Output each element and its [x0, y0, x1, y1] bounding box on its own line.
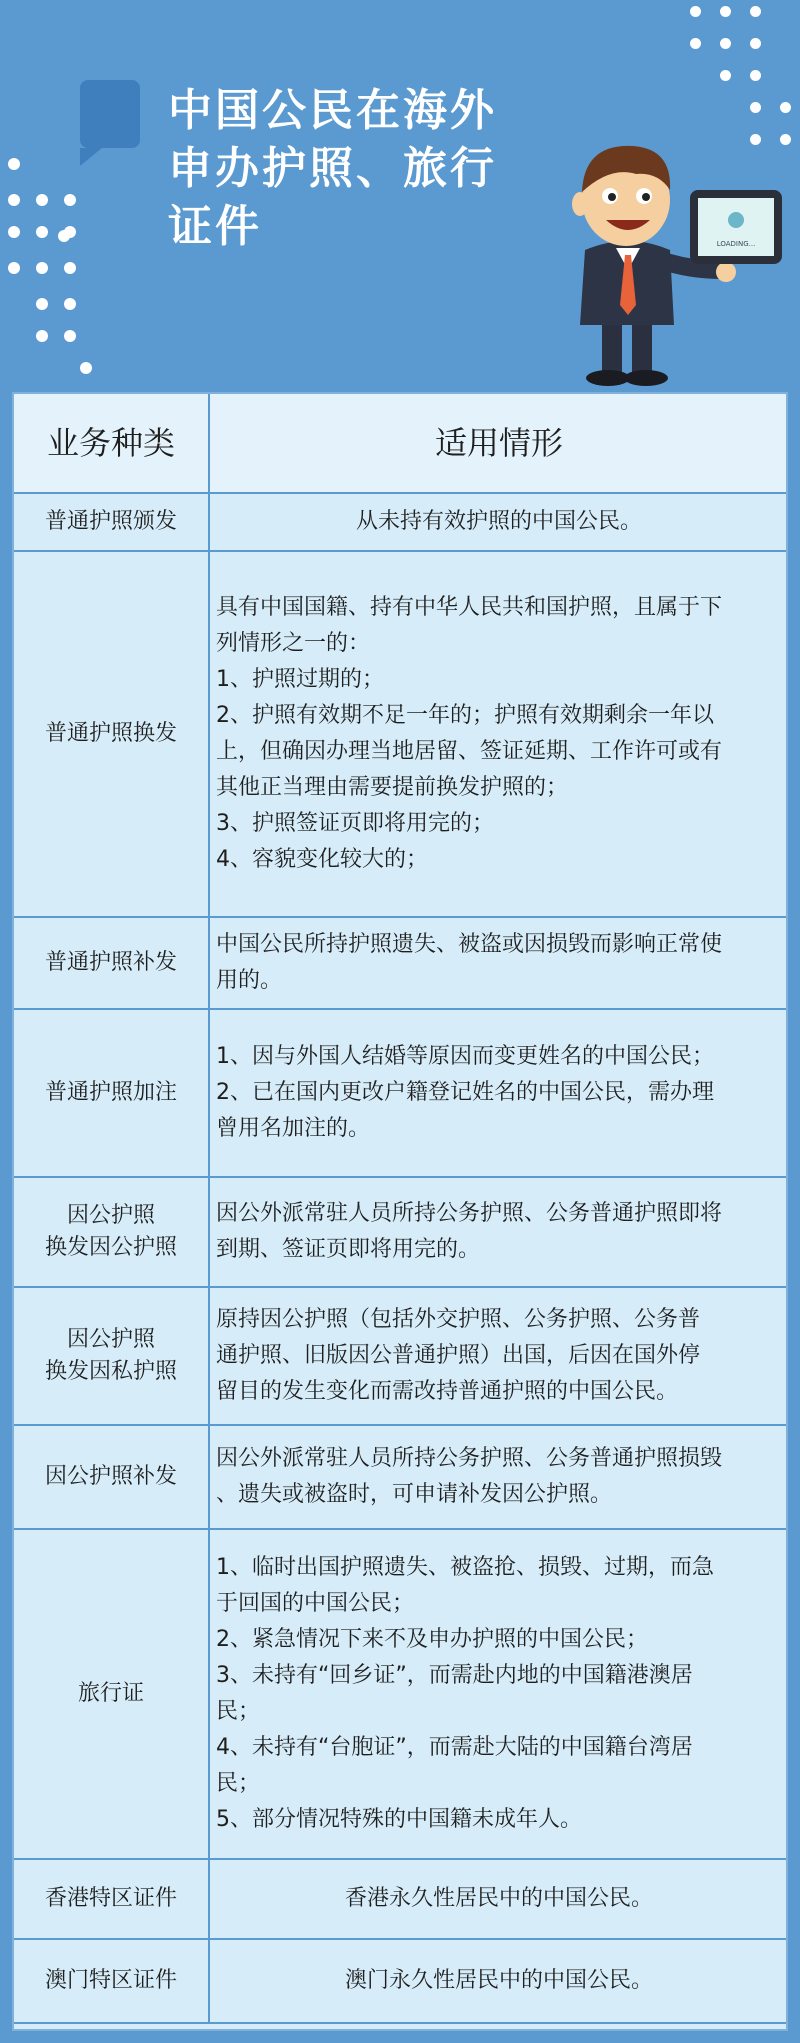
decorative-dot	[64, 262, 76, 274]
business-type-cell	[14, 918, 210, 1008]
situation-text: 原持因公护照（包括外交护照、公务护照、公务普	[216, 1307, 701, 1332]
situation-text: 曾用名加注的。	[216, 1116, 371, 1141]
business-type-cell	[14, 1860, 210, 1938]
business-type-text: 因公护照补发	[44, 1464, 177, 1489]
decorative-dot	[64, 194, 76, 206]
situation-text: 5、部分情况特殊的中国籍未成年人。	[216, 1807, 582, 1832]
business-type-text: 因公护照	[66, 1203, 155, 1228]
decorative-dot	[750, 70, 761, 81]
business-type-text: 澳门特区证件	[44, 1968, 177, 1993]
table-row	[14, 1426, 786, 1530]
situation-text: 上，但确因办理当地居留、签证延期、工作许可或有	[216, 739, 723, 764]
table-row	[14, 552, 786, 918]
table-header-row	[14, 394, 786, 494]
business-type-text: 香港特区证件	[44, 1886, 177, 1911]
decorative-dot	[750, 102, 761, 113]
business-type-cell	[14, 1940, 210, 2022]
business-type-text: 旅行证	[77, 1681, 144, 1706]
business-type-cell	[14, 1178, 210, 1286]
situation-text: 2、已在国内更改户籍登记姓名的中国公民，需办理	[216, 1080, 714, 1105]
decorative-dot	[36, 194, 48, 206]
page-title	[168, 82, 548, 256]
decorative-dot	[80, 362, 92, 374]
situation-cell	[212, 1426, 786, 1528]
situation-text: 澳门永久性居民中的中国公民。	[344, 1968, 653, 1993]
decorative-dot	[36, 330, 48, 342]
business-type-cell	[14, 552, 210, 916]
decorative-dot	[8, 226, 20, 238]
situation-text: 民；	[216, 1699, 261, 1724]
situation-cell	[212, 552, 786, 916]
table-row	[14, 1288, 786, 1426]
situation-text: 2、护照有效期不足一年的；护照有效期剩余一年以	[216, 703, 714, 728]
situation-text: 2、紧急情况下来不及申办护照的中国公民；	[216, 1627, 648, 1652]
situation-cell	[212, 494, 786, 550]
situation-cell	[212, 1860, 786, 1938]
table-row	[14, 1860, 786, 1940]
situation-cell	[212, 918, 786, 1008]
business-type-cell	[14, 1288, 210, 1424]
business-type-text: 普通护照补发	[44, 950, 177, 975]
situation-text: 、遗失或被盗时，可申请补发因公护照。	[216, 1482, 613, 1507]
decorative-dot	[64, 330, 76, 342]
business-type-text: 普通护照颁发	[44, 509, 177, 534]
tablet-screen-text: LOADING...	[716, 240, 756, 248]
situation-text: 从未持有效护照的中国公民。	[355, 509, 642, 534]
business-type-cell	[14, 494, 210, 550]
business-type-text: 因公护照	[66, 1327, 155, 1352]
decorative-dot	[58, 230, 70, 242]
situation-text: 于回国的中国公民；	[216, 1591, 415, 1616]
decorative-dot	[750, 6, 761, 17]
decorative-dot	[780, 102, 791, 113]
situation-cell	[212, 1178, 786, 1286]
decorative-dot	[36, 226, 48, 238]
decorative-dot	[690, 38, 701, 49]
decorative-dot	[750, 38, 761, 49]
business-type-text: 换发因公护照	[44, 1235, 177, 1260]
decorative-dot	[8, 194, 20, 206]
decorative-dot	[720, 38, 731, 49]
chat-bubble-icon	[80, 80, 140, 148]
table-row	[14, 1530, 786, 1860]
situation-text: 到期、签证页即将用完的。	[216, 1237, 481, 1262]
header-business-type: 业务种类	[14, 394, 210, 492]
situation-text: 3、未持有“回乡证”，而需赴内地的中国籍港澳居	[216, 1663, 693, 1688]
situation-text: 1、因与外国人结婚等原因而变更姓名的中国公民；	[216, 1044, 714, 1069]
situation-text: 因公外派常驻人员所持公务护照、公务普通护照损毁	[216, 1446, 723, 1471]
decorative-dot	[36, 298, 48, 310]
header-applicable-situation: 适用情形	[434, 424, 563, 462]
business-type-cell	[14, 1530, 210, 1858]
business-type-cell	[14, 1010, 210, 1176]
situation-text: 通护照、旧版因公普通护照）出国，后因在国外停	[216, 1343, 701, 1368]
situation-cell	[212, 1288, 786, 1424]
title-line: 中国公民在海外	[168, 85, 497, 136]
table-row	[14, 1940, 786, 2024]
decorative-dot	[64, 298, 76, 310]
situation-text: 用的。	[216, 968, 283, 993]
table-row	[14, 918, 786, 1010]
title-line: 证件	[168, 201, 262, 252]
situation-text: 具有中国国籍、持有中华人民共和国护照，且属于下	[216, 595, 723, 620]
situation-text: 民；	[216, 1771, 261, 1796]
table-row	[14, 1010, 786, 1178]
situation-text: 列情形之一的：	[216, 631, 371, 656]
decorative-dot	[720, 70, 731, 81]
title-line: 申办护照、旅行	[168, 143, 497, 194]
decorative-dot	[720, 6, 731, 17]
situation-text: 3、护照签证页即将用完的；	[216, 811, 494, 836]
situation-cell	[212, 1530, 786, 1858]
situation-text: 其他正当理由需要提前换发护照的；	[216, 775, 569, 800]
situation-text: 中国公民所持护照遗失、被盗或因损毁而影响正常使	[216, 932, 723, 957]
situation-text: 香港永久性居民中的中国公民。	[344, 1886, 653, 1911]
info-table	[12, 392, 788, 2031]
table-row	[14, 494, 786, 552]
situation-text: 1、护照过期的；	[216, 667, 384, 692]
situation-text: 4、容貌变化较大的；	[216, 847, 428, 872]
decorative-dot	[690, 6, 701, 17]
situation-text: 因公外派常驻人员所持公务护照、公务普通护照即将	[216, 1201, 723, 1226]
decorative-dot	[8, 158, 20, 170]
business-type-text: 换发因私护照	[44, 1359, 177, 1384]
decorative-dot	[36, 262, 48, 274]
situation-text: 4、未持有“台胞证”，而需赴大陆的中国籍台湾居	[216, 1735, 693, 1760]
business-type-cell	[14, 1426, 210, 1528]
situation-text: 1、临时出国护照遗失、被盗抢、损毁、过期，而急	[216, 1555, 714, 1580]
businessman-illustration	[540, 120, 790, 390]
business-type-text: 普通护照加注	[44, 1080, 177, 1105]
decorative-dot	[8, 262, 20, 274]
table-row	[14, 1178, 786, 1288]
business-type-text: 普通护照换发	[44, 721, 177, 746]
situation-text: 留目的发生变化而需改持普通护照的中国公民。	[216, 1379, 679, 1404]
situation-cell	[212, 1940, 786, 2022]
situation-cell	[212, 1010, 786, 1176]
